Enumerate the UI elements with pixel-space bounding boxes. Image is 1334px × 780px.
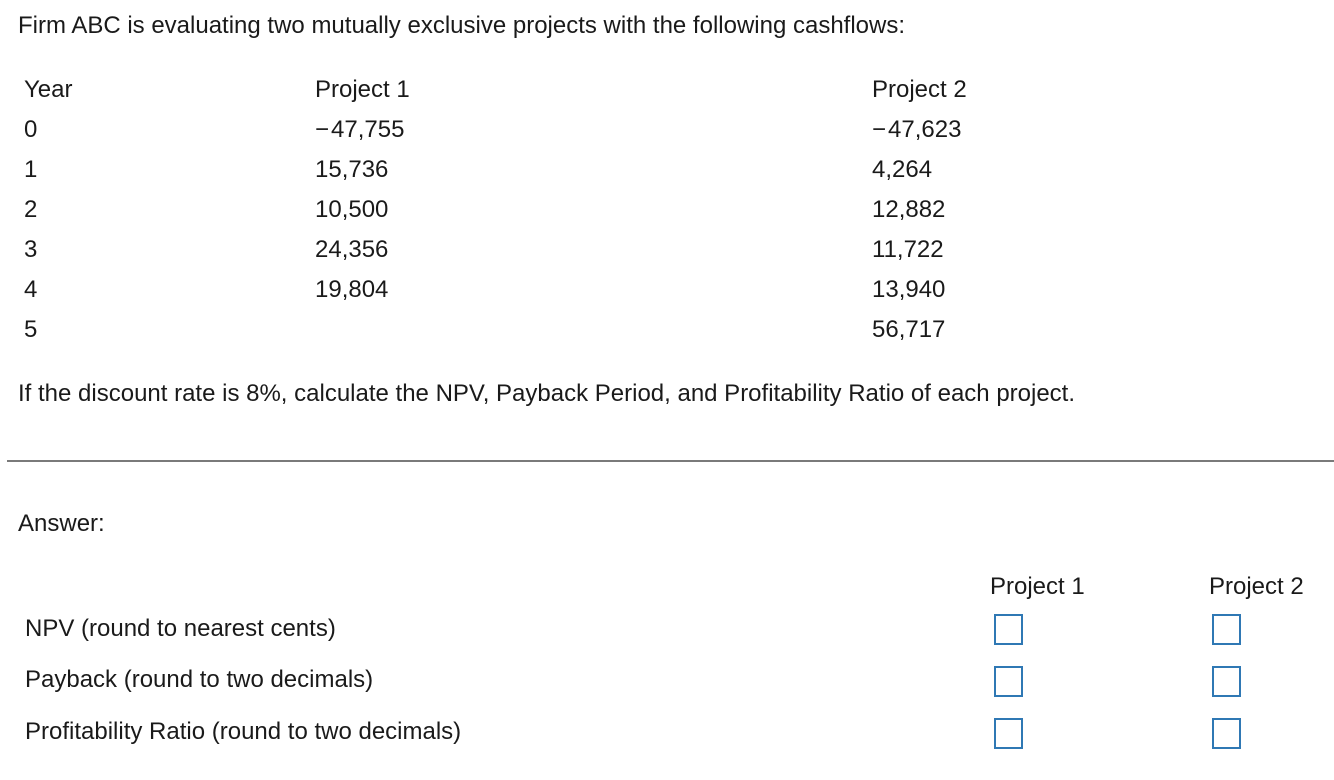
- table-cell-project-2: 13,940: [872, 276, 946, 303]
- table-cell-year: 4: [24, 276, 38, 303]
- payback-project-2-input[interactable]: [1212, 666, 1241, 697]
- table-header-year: Year: [24, 76, 73, 103]
- answer-label: Answer:: [18, 510, 105, 537]
- table-cell-year: 3: [24, 236, 38, 263]
- table-cell-project-1: 19,804: [315, 276, 389, 303]
- table-header-project-1: Project 1: [315, 76, 410, 103]
- table-cell-project-1: 15,736: [315, 156, 389, 183]
- table-cell-project-1: 10,500: [315, 196, 389, 223]
- table-cell-year: 2: [24, 196, 38, 223]
- table-cell-year: 1: [24, 156, 38, 183]
- table-cell-year: 0: [24, 116, 38, 143]
- table-header-project-2: Project 2: [872, 76, 967, 103]
- answer-header-project-2: Project 2: [1209, 573, 1304, 600]
- npv-label: NPV (round to nearest cents): [25, 615, 336, 642]
- npv-project-2-input[interactable]: [1212, 614, 1241, 645]
- table-cell-project-2: − 47,623: [872, 116, 962, 143]
- table-cell-project-2: 4,264: [872, 156, 933, 183]
- table-cell-project-1: − 47,755: [315, 116, 405, 143]
- payback-project-1-input[interactable]: [994, 666, 1023, 697]
- profitability-ratio-project-1-input[interactable]: [994, 718, 1023, 749]
- npv-project-1-input[interactable]: [994, 614, 1023, 645]
- table-cell-project-1: 24,356: [315, 236, 389, 263]
- profitability-ratio-label: Profitability Ratio (round to two decimals): [25, 718, 462, 745]
- payback-label: Payback (round to two decimals): [25, 666, 374, 693]
- table-cell-year: 5: [24, 316, 38, 343]
- table-cell-project-2: 11,722: [872, 236, 944, 263]
- table-cell-project-2: 56,717: [872, 316, 946, 343]
- question-followup: If the discount rate is 8%, calculate the NPV, Payback Period, and Profitability Ratio of each project.: [18, 380, 1076, 407]
- table-cell-project-2: 12,882: [872, 196, 946, 223]
- answer-header-project-1: Project 1: [990, 573, 1085, 600]
- question-intro: Firm ABC is evaluating two mutually exclusive projects with the following cashflows:: [18, 12, 906, 39]
- section-divider: [7, 460, 1334, 462]
- profitability-ratio-project-2-input[interactable]: [1212, 718, 1241, 749]
